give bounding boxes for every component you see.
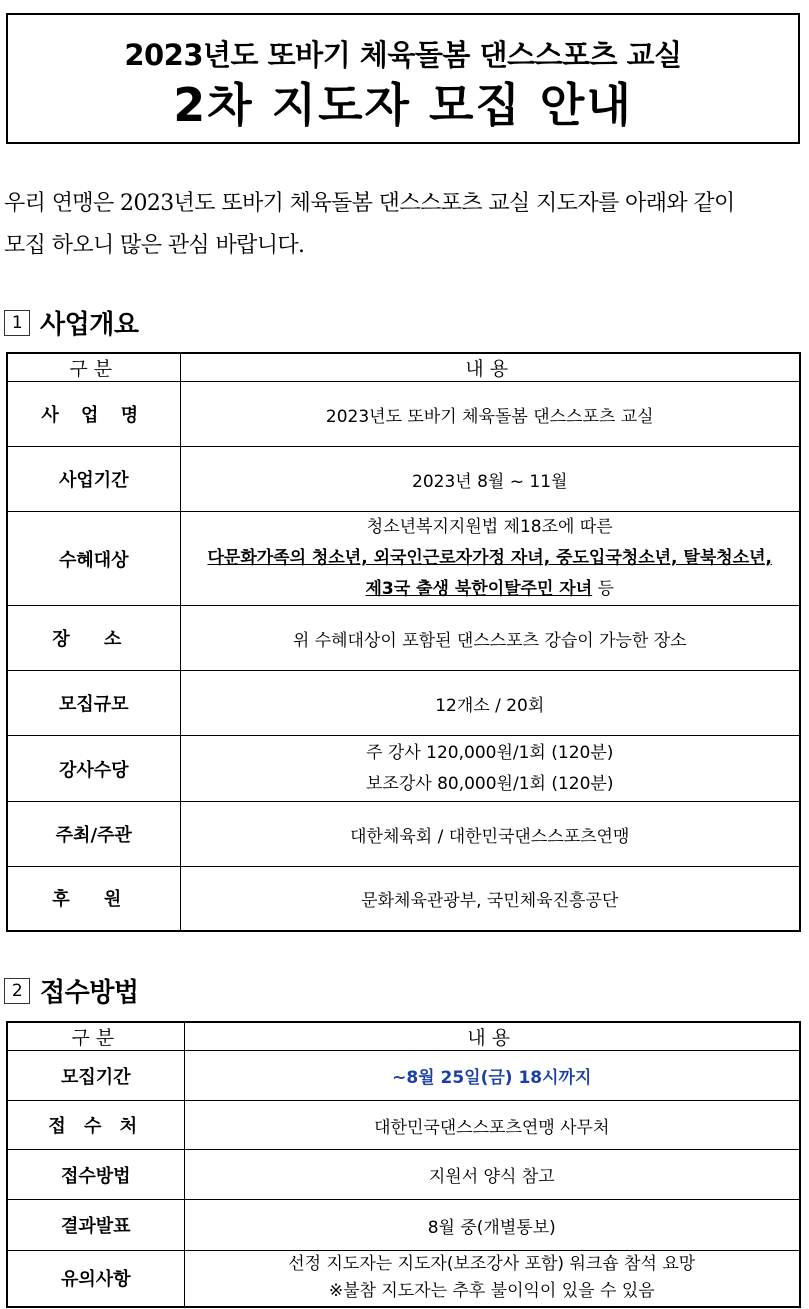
section-2-number: 2 bbox=[4, 978, 30, 1004]
target-line-3: 제3국 출생 북한이탈주민 자녀 bbox=[365, 579, 593, 599]
row-value: 지원서 양식 참고 bbox=[184, 1150, 800, 1200]
row-label: 모집기간 bbox=[7, 1051, 184, 1101]
row-label: 후 원 bbox=[7, 867, 180, 931]
row-label: 주최/주관 bbox=[7, 802, 180, 867]
table-row bbox=[7, 736, 800, 802]
row-label: 유의사항 bbox=[7, 1251, 184, 1307]
row-value: ~8월 25일(금) 18시까지 bbox=[184, 1051, 800, 1101]
title-box bbox=[6, 13, 800, 144]
row-label: 접 수 처 bbox=[7, 1101, 184, 1150]
header-content: 내용 bbox=[180, 353, 800, 382]
row-value: 대한민국댄스스포츠연맹 사무처 bbox=[184, 1101, 800, 1150]
row-label: 수혜대상 bbox=[7, 512, 180, 606]
row-value bbox=[180, 512, 800, 606]
row-value bbox=[184, 1251, 800, 1307]
header-content: 내용 bbox=[184, 1022, 800, 1051]
fee-line-2: 보조강사 80,000원/1회 (120분) bbox=[365, 773, 614, 794]
section-1-title: 사업개요 bbox=[40, 310, 139, 340]
notice-line-2: ※불참 지도자는 추후 불이익이 있을 수 있음 bbox=[328, 1281, 655, 1302]
table-row bbox=[7, 606, 800, 671]
table-row bbox=[7, 1200, 800, 1251]
intro-line-2: 모집 하오니 많은 관심 바랍니다. bbox=[4, 233, 305, 258]
table-row bbox=[7, 867, 800, 931]
table-row bbox=[7, 1251, 800, 1307]
intro-paragraph bbox=[4, 183, 804, 267]
intro-line-1: 우리 연맹은 2023년도 또바기 체육돌봄 댄스스포츠 교실 지도자를 아래와 같이 bbox=[4, 191, 735, 216]
table-row bbox=[7, 802, 800, 867]
table-row bbox=[7, 512, 800, 606]
table-row bbox=[7, 671, 800, 736]
table-row bbox=[7, 447, 800, 512]
table-row bbox=[7, 1150, 800, 1200]
row-value: 문화체육관광부, 국민체육진흥공단 bbox=[180, 867, 800, 931]
section-1-number: 1 bbox=[4, 310, 30, 336]
row-label: 강사수당 bbox=[7, 736, 180, 802]
application-method-table bbox=[6, 1021, 801, 1308]
target-line-1: 청소년복지지원법 제18조에 따른 bbox=[366, 517, 613, 537]
header-category: 구분 bbox=[7, 353, 180, 382]
title-line-1: 2023년도 또바기 체육돌봄 댄스스포츠 교실 bbox=[124, 38, 682, 72]
fee-line-1: 주 강사 120,000원/1회 (120분) bbox=[366, 742, 614, 763]
row-value: 2023년도 또바기 체육돌봄 댄스스포츠 교실 bbox=[180, 382, 800, 447]
section-1-heading bbox=[4, 304, 138, 341]
row-label: 사업기간 bbox=[7, 447, 180, 512]
row-value bbox=[180, 736, 800, 802]
business-overview-table bbox=[6, 352, 801, 932]
notice-line-1: 선정 지도자는 지도자(보조강사 포함) 워크숍 참석 요망 bbox=[288, 1254, 696, 1275]
row-label: 결과발표 bbox=[7, 1200, 184, 1251]
row-label: 장 소 bbox=[7, 606, 180, 671]
section-2-heading bbox=[4, 972, 138, 1009]
title-line-2: 2차 지도자 모집 안내 bbox=[173, 78, 633, 132]
row-label: 사 업 명 bbox=[7, 382, 180, 447]
target-line-3-wrap bbox=[185, 574, 796, 605]
target-line-2: 다문화가족의 청소년, 외국인근로자가정 자녀, 중도입국청소년, 탈북청소년, bbox=[207, 548, 772, 568]
row-label: 접수방법 bbox=[7, 1150, 184, 1200]
table-row bbox=[7, 382, 800, 447]
row-value: 8월 중(개별통보) bbox=[184, 1200, 800, 1251]
table-row bbox=[7, 1101, 800, 1150]
row-label: 모집규모 bbox=[7, 671, 180, 736]
table-row bbox=[7, 1051, 800, 1101]
target-line-3-suffix: 등 bbox=[592, 579, 614, 599]
row-value: 2023년 8월 ~ 11월 bbox=[180, 447, 800, 512]
section-2-title: 접수방법 bbox=[40, 978, 139, 1008]
row-value: 위 수혜대상이 포함된 댄스스포츠 강습이 가능한 장소 bbox=[180, 606, 800, 671]
row-value: 대한체육회 / 대한민국댄스스포츠연맹 bbox=[180, 802, 800, 867]
header-category: 구분 bbox=[7, 1022, 184, 1051]
row-value: 12개소 / 20회 bbox=[180, 671, 800, 736]
